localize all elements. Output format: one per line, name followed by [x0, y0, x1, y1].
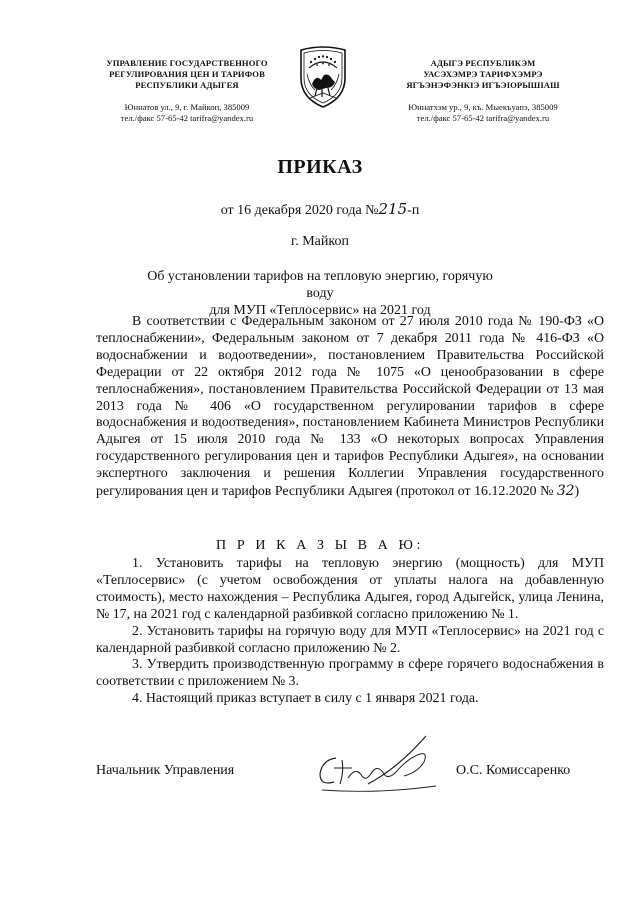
address-russian: Юннатов ул., 9, г. Майкоп, 385009 тел./факс 57-65-42 tarifra@yandex.ru [120, 102, 254, 123]
document-city: г. Майкоп [291, 234, 349, 249]
order-item: 2. Установить тарифы на горячую воду для МУП «Теплосервис» на 2021 год с календарной разбивкой согласно приложению № 2. [96, 623, 604, 656]
handwritten-order-number: 215 [378, 200, 408, 218]
handwritten-protocol-number: 32 [556, 483, 575, 500]
orders-heading: П Р И К А З Ы В А Ю: [216, 538, 424, 553]
signature-icon [308, 728, 458, 800]
signer-title: Начальник Управления [96, 763, 235, 778]
document-title: ПРИКАЗ [277, 156, 363, 178]
order-date-number: от 16 декабря 2020 года №215-п [220, 200, 420, 218]
order-item: 4. Настоящий приказ вступает в силу с 1 января 2021 года. [132, 691, 479, 707]
coat-of-arms-icon [295, 44, 351, 110]
preamble [96, 314, 604, 501]
signer-name: О.С. Комиссаренко [456, 763, 571, 778]
order-item: 1. Установить тарифы на тепловую энергию (мощность) для МУП «Теплосервис» (с учетом освобождения от уплаты налога на добавленную стоимость), место нахождения – Республика Адыгея, город Адыгейск, улица Ленина, № 17, на 2021 год с календарной разбивкой согласно приложению № 1. [96, 556, 604, 622]
document-subject: Об установлении тарифов на тепловую энергию, горячую воду для МУП «Теплосервис» на 2021 год [147, 269, 493, 318]
org-name-russian: УПРАВЛЕНИЕ ГОСУДАРСТВЕННОГО РЕГУЛИРОВАНИЯ ЦЕН И ТАРИФОВ РЕСПУБЛИКИ АДЫГЕЯ [106, 58, 268, 90]
address-adyghe: Юннатхэм ур., 9, къ. Мыекъуапэ, 385009 тел./факс 57-65-42 tarifra@yandex.ru [408, 102, 558, 123]
org-name-adyghe: АДЫГЭ РЕСПУБЛИКЭМ УАСЭХЭМРЭ ТАРИФХЭМРЭ ЯГЪЭНЭФЭНКIЭ ИГЪЭIОРЫШIАШ [406, 58, 560, 90]
header-left-block [82, 58, 292, 123]
order-item: 3. Утвердить производственную программу в сфере горячего водоснабжения в соответствии с приложением № 3. [96, 657, 604, 690]
header-right-block [378, 58, 588, 123]
preamble-paragraph: В соответствии с Федеральным законом от 27 июля 2010 года № 190-ФЗ «О теплоснабжении», Федеральным законом от 7 декабря 2011 года № 416-ФЗ «О водоснабжении и водоотведении», постановлением Правительства Российской Федерации от 22 октября 2012 года № 1075 «О ценообразовании в сфере теплоснабжения», постановлением Правительства Российской Федерации от 13 мая 2013 года № 406 «О государственном регулировании тарифов в сфере водоснабжения и водоотведения», постановлением Кабинета Министров Республики Адыгея от 15 июля 2010 года № 133 «О некоторых вопросах Управления государственного регулирования цен и тарифов Республики Адыгея», на основании экспертного заключения и решения Коллегии Управления государственного регулирования цен и тарифов Республики Адыгея (протокол от 16.12.2020 № 32) [96, 314, 604, 500]
order-items [96, 556, 604, 708]
